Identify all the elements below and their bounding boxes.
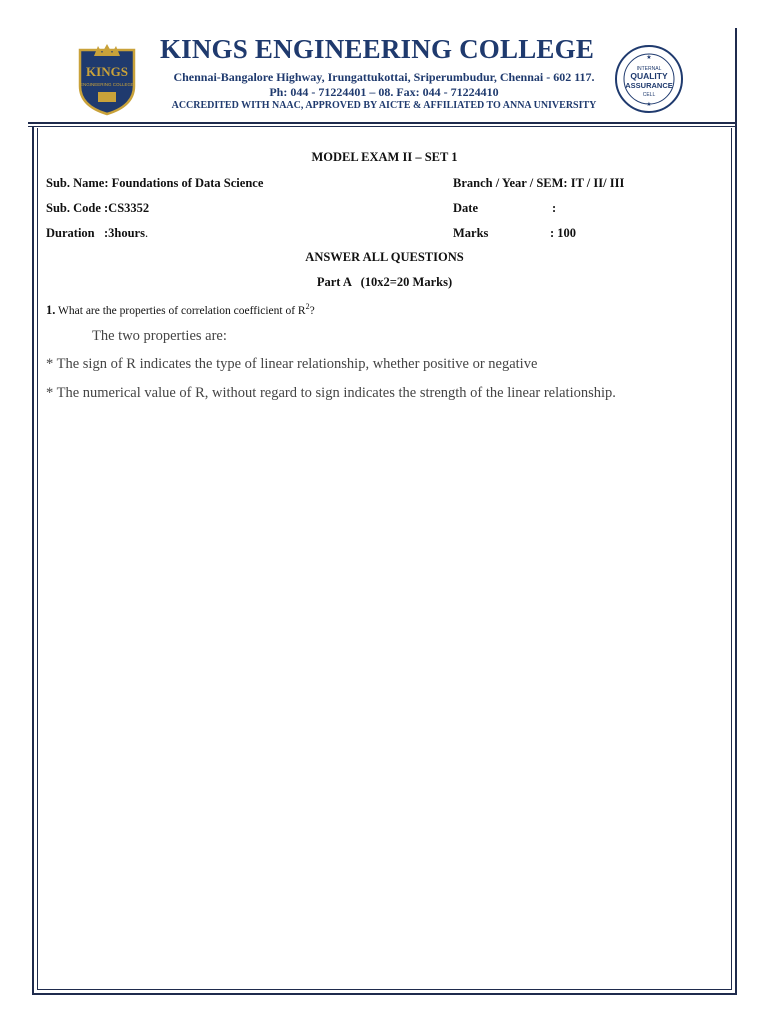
college-phone: Ph: 044 - 71224401 – 08. Fax: 044 - 71224410 — [269, 85, 499, 99]
marks-label: Marks — [453, 226, 489, 240]
instructions: ANSWER ALL QUESTIONS — [305, 250, 464, 264]
page-border-right-inner — [731, 128, 732, 990]
svg-text:QUALITY: QUALITY — [630, 71, 668, 81]
answer-point-1: * The sign of R indicates the type of linear relationship, whether positive or negative — [46, 356, 538, 372]
svg-text:KINGS: KINGS — [86, 64, 128, 79]
question-number: 1. — [46, 302, 56, 317]
svg-text:★: ★ — [646, 102, 652, 108]
college-logo — [76, 42, 138, 116]
question-superscript: 2 — [305, 302, 310, 311]
college-address: Chennai-Bangalore Highway, Irungattukottai, Sriperumbudur, Chennai - 602 117. — [173, 70, 595, 84]
svg-text:ENGINEERING COLLEGE: ENGINEERING COLLEGE — [79, 82, 135, 87]
part-a-heading: Part A (10x2=20 Marks) — [316, 275, 453, 289]
marks-value: : 100 — [550, 226, 577, 240]
question-text: What are the properties of correlation coefficient of R — [55, 304, 306, 317]
page-border-bottom — [32, 993, 737, 995]
svg-text:INTERNAL: INTERNAL — [636, 66, 662, 72]
quality-assurance-seal — [614, 44, 684, 114]
subject-name: Sub. Name: Foundations of Data Science — [46, 176, 264, 190]
svg-text:★: ★ — [646, 55, 652, 61]
svg-text:ASSURANCE: ASSURANCE — [625, 81, 673, 90]
subject-code: Sub. Code :CS3352 — [46, 201, 150, 215]
answer-point-2: * The numerical value of R, without regard to sign indicates the strength of the linear relationship. — [46, 385, 616, 401]
answer-intro: The two properties are: — [92, 328, 227, 344]
page-border-right — [735, 28, 737, 994]
question-tail: ? — [309, 304, 315, 317]
page-border-left — [32, 126, 34, 994]
branch-year-sem: Branch / Year / SEM: IT / II/ III — [453, 176, 625, 190]
duration-tail: . — [144, 226, 149, 240]
college-name: KINGS ENGINEERING COLLEGE — [159, 34, 595, 64]
duration-text: Duration :3hours — [46, 226, 145, 240]
page-border-bottom-inner — [37, 989, 732, 990]
question-1 — [46, 302, 315, 318]
date-label: Date — [453, 201, 478, 215]
svg-text:CELL: CELL — [642, 92, 656, 98]
date-value: : — [552, 201, 557, 215]
exam-title: MODEL EXAM II – SET 1 — [311, 150, 458, 164]
duration — [46, 226, 148, 241]
college-accreditation: ACCREDITED WITH NAAC, APPROVED BY AICTE & AFFILIATED TO ANNA UNIVERSITY — [171, 100, 597, 111]
header-divider-inner — [28, 126, 736, 127]
header-divider — [28, 122, 736, 124]
